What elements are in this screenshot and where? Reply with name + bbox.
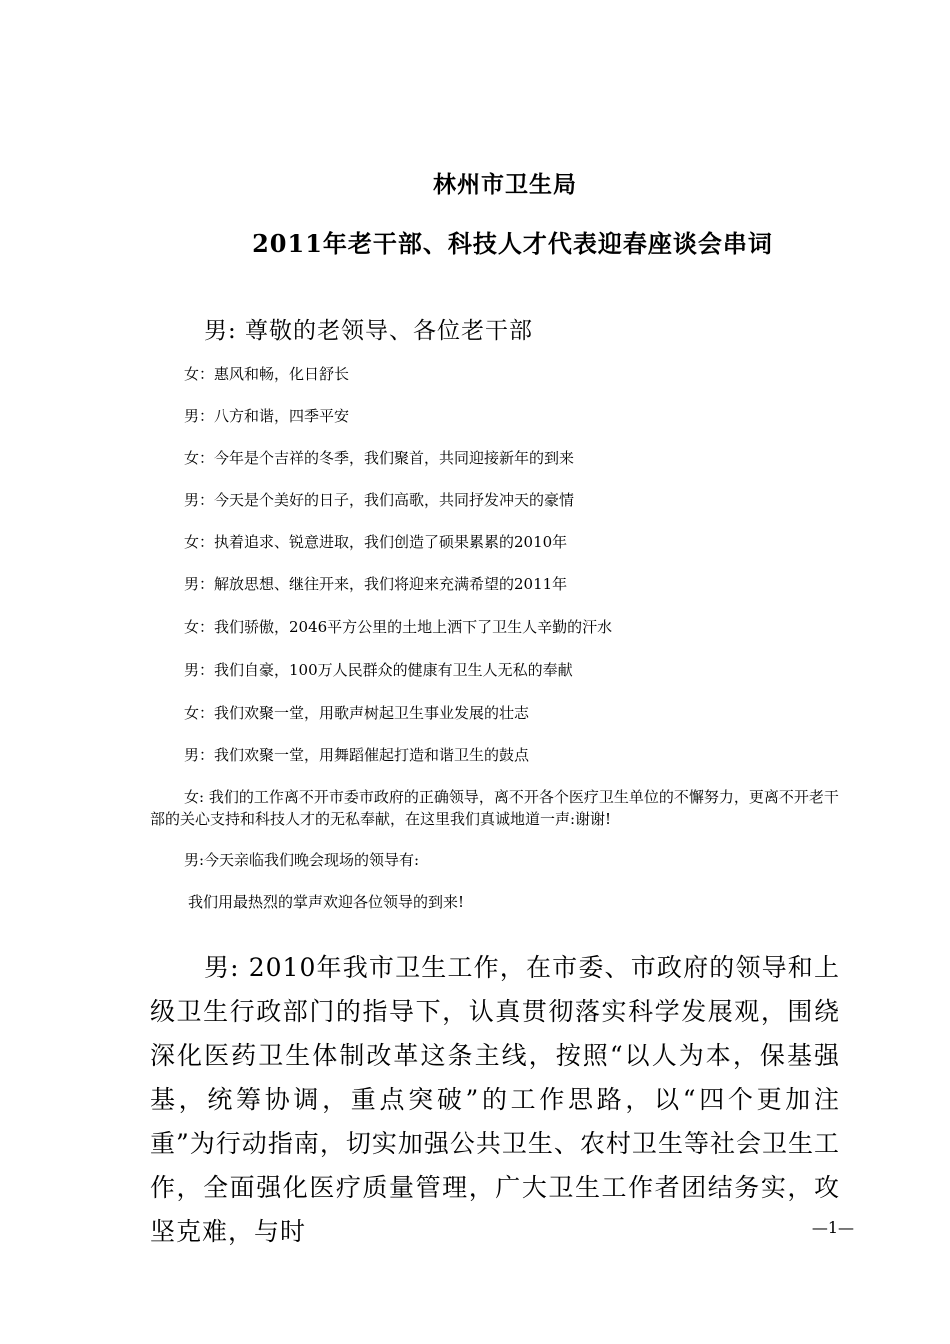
page-number: —1—: [811, 1218, 854, 1237]
event-title: 2011年老干部、科技人才代表迎春座谈会串词: [252, 229, 773, 258]
dialogue-line: 女：执着追求、锐意进取，我们创造了硕果累累的2010年: [184, 533, 568, 551]
dialogue-line: 男：八方和谐，四季平安: [184, 407, 350, 425]
body-paragraph: 男: 2010年我市卫生工作，在市委、市政府的领导和上级卫生行政部门的指导下，认真贯彻落实科学发展观，围绕深化医药卫生体制改革这条主线，按照“以人为本，保基强基，统筹协调，重点突破”的工作思路，以“四个更加注重”为行动指南，切实加强公共卫生、农村卫生等社会卫生工作，全面强化医疗质量管理，广大卫生工作者团结务实，攻坚克难，与时: [150, 953, 840, 1246]
dialogue-line: 男：解放思想、继往开来，我们将迎来充满希望的2011年: [184, 575, 568, 593]
dialogue-line: 男：今天是个美好的日子，我们高歌，共同抒发冲天的豪情: [184, 491, 575, 509]
dialogue-line: 女：我们骄傲，2046平方公里的土地上洒下了卫生人辛勤的汗水: [184, 618, 613, 636]
female-paragraph: 女: 我们的工作离不开市委市政府的正确领导，离不开各个医疗卫生单位的不懈努力，更离不开老干部的关心支持和科技人才的无私奉献，在这里我们真诚地道一声:谢谢!: [150, 788, 839, 828]
welcome-line: 我们用最热烈的掌声欢迎各位领导的到来!: [188, 893, 465, 911]
dialogue-line: 女：我们欢聚一堂，用歌声树起卫生事业发展的壮志: [184, 704, 530, 722]
dialogue-line: 女：今年是个吉祥的冬季，我们聚首，共同迎接新年的到来: [184, 449, 575, 467]
leaders-line: 男:今天亲临我们晚会现场的领导有:: [184, 851, 420, 869]
dialogue-line: 男：我们自豪，100万人民群众的健康有卫生人无私的奉献: [184, 661, 573, 679]
dialogue-line: 男：我们欢聚一堂，用舞蹈催起打造和谐卫生的鼓点: [184, 746, 530, 764]
org-title: 林州市卫生局: [433, 171, 577, 198]
opening-line: 男: 尊敬的老领导、各位老干部: [204, 318, 534, 344]
dialogue-line: 女：惠风和畅，化日舒长: [184, 365, 350, 383]
